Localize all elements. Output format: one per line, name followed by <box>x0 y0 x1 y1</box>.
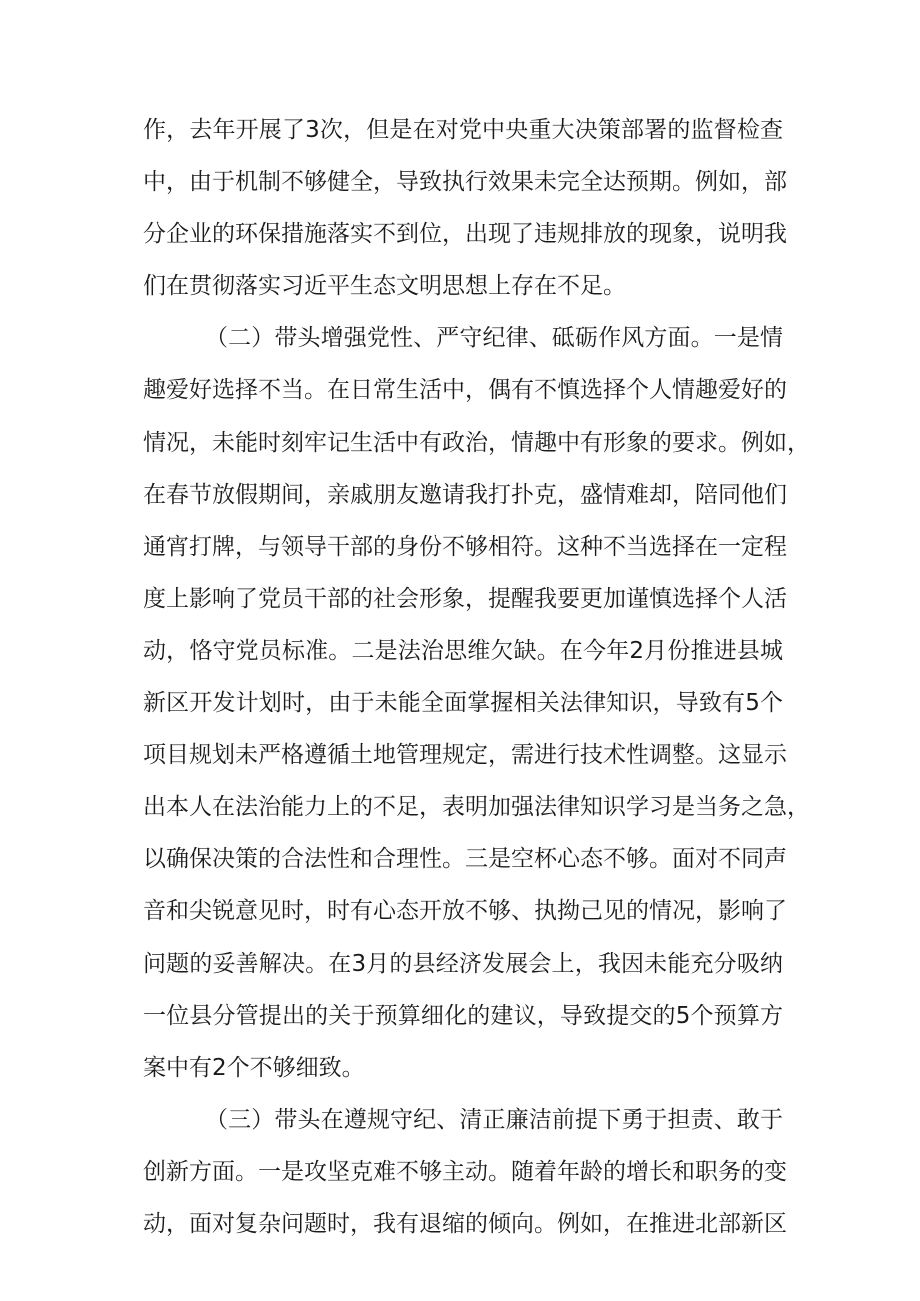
text-line: 新区开发计划时，由于未能全面掌握相关法律知识，导致有5个 <box>143 690 783 717</box>
text-line: 分企业的环保措施落实不到位，出现了违规排放的现象，说明我 <box>143 221 787 248</box>
text-line: 动，面对复杂问题时，我有退缩的倾向。例如，在推进北部新区 <box>143 1210 787 1237</box>
text-line: 案中有2个不够细致。 <box>143 1054 365 1081</box>
text-line: 以确保决策的合法性和合理性。三是空杯心态不够。面对不同声 <box>143 846 787 873</box>
text-line: 出本人在法治能力上的不足，表明加强法律知识学习是当务之急， <box>143 794 810 821</box>
text-line: 趣爱好选择不当。在日常生活中，偶有不慎选择个人情趣爱好的 <box>143 377 787 404</box>
text-line: 动，恪守党员标准。二是法治思维欠缺。在今年2月份推进县城 <box>143 637 783 664</box>
text-line: 一位县分管提出的关于预算细化的建议，导致提交的5个预算方 <box>143 1002 783 1029</box>
text-line: 创新方面。一是攻坚克难不够主动。随着年龄的增长和职务的变 <box>143 1158 787 1185</box>
section-heading-line: （三）带头在遵规守纪、清正廉洁前提下勇于担责、敢于 <box>205 1106 783 1133</box>
text-line: 在春节放假期间，亲戚朋友邀请我打扑克，盛情难却，陪同他们 <box>143 481 787 508</box>
text-line: 通宵打牌，与领导干部的身份不够相符。这种不当选择在一定程 <box>143 533 787 560</box>
text-line: 问题的妥善解决。在3月的县经济发展会上，我因未能充分吸纳 <box>143 950 783 977</box>
text-line: 作，去年开展了3次，但是在对党中央重大决策部署的监督检查 <box>143 117 783 143</box>
text-line: 们在贯彻落实习近平生态文明思想上存在不足。 <box>143 273 626 300</box>
text-line: 度上影响了党员干部的社会形象，提醒我要更加谨慎选择个人活 <box>143 585 787 612</box>
section-heading-line: （二）带头增强党性、严守纪律、砥砺作风方面。一是情 <box>205 325 783 352</box>
text-line: 情况，未能时刻牢记生活中有政治，情趣中有形象的要求。例如， <box>143 429 810 456</box>
text-line: 项目规划未严格遵循土地管理规定，需进行技术性调整。这显示 <box>143 742 787 769</box>
text-line: 音和尖锐意见时，时有心态开放不够、执拗己见的情况，影响了 <box>143 898 787 925</box>
text-line: 中，由于机制不够健全，导致执行效果未完全达预期。例如，部 <box>143 169 787 196</box>
body-text <box>143 104 810 1250</box>
